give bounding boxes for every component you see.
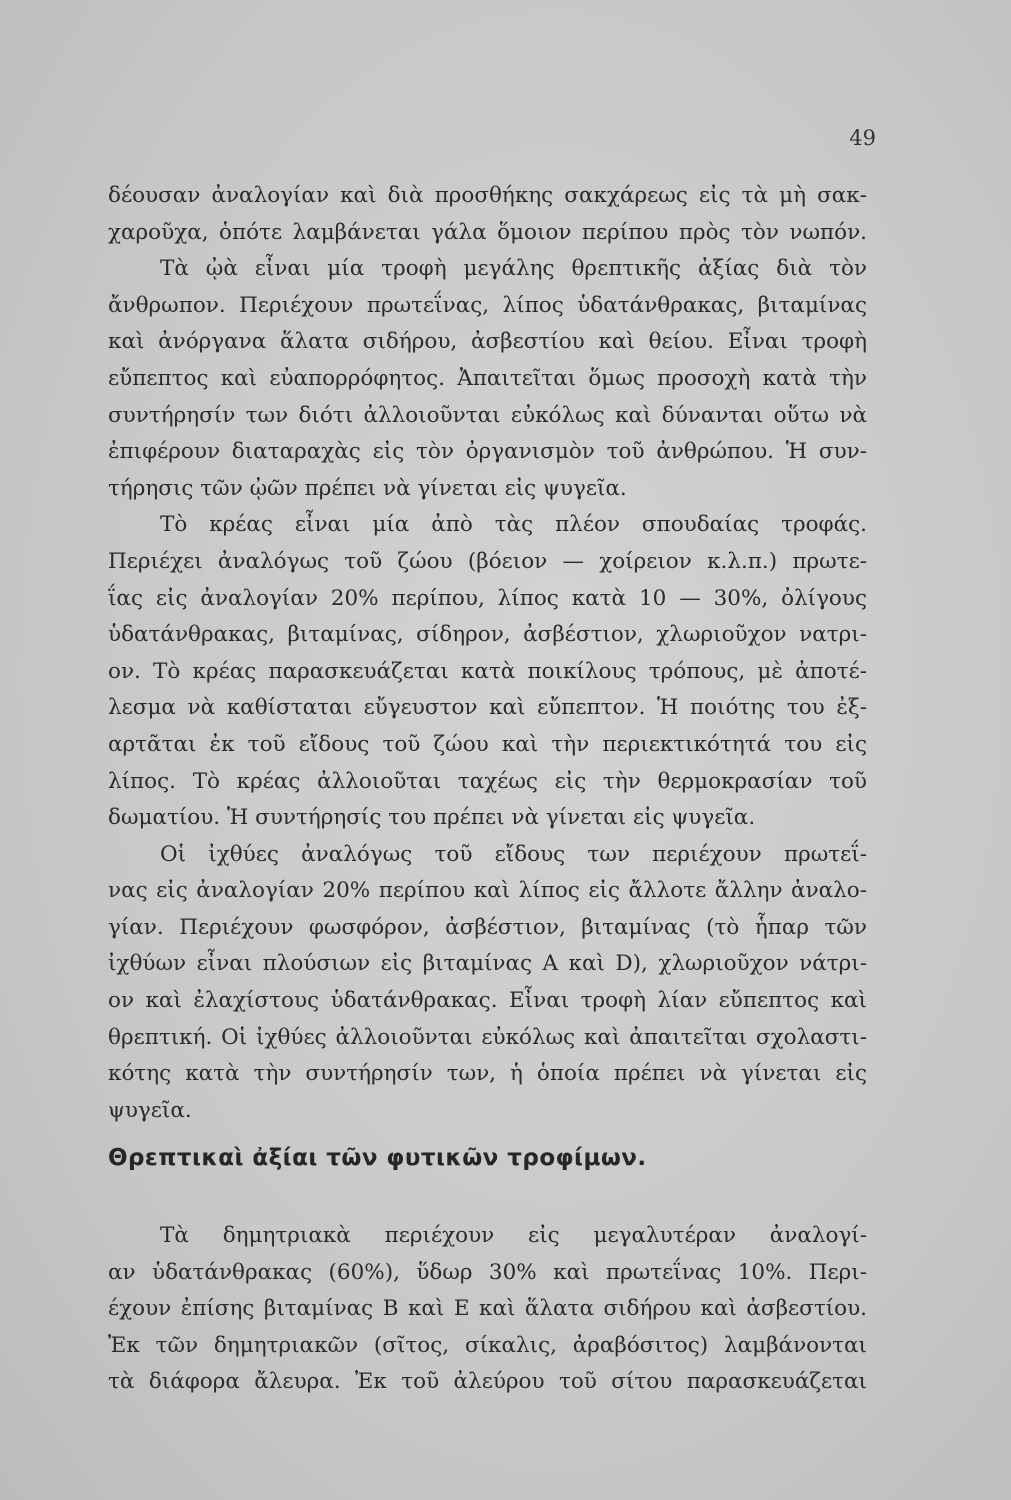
text-line: ἐπιφέρουν διαταραχὰς εἰς τὸν ὀργανισμὸν τοῦ ἀνθρώπου. Ἡ συν-: [108, 439, 867, 465]
text-line: κότης κατὰ τὴν συντήρησίν των, ἡ ὁποία πρέπει νὰ γίνεται εἰς: [108, 1061, 867, 1087]
text-line: χαροῦχα, ὁπότε λαμβάνεται γάλα ὅμοιον περίπου πρὸς τὸν νωπόν.: [108, 219, 867, 245]
text-line: Τὸ κρέας εἶναι μία ἀπὸ τὰς πλέον σπουδαίας τροφάς.: [160, 512, 867, 538]
text-line: τήρησις τῶν ᾠῶν πρέπει νὰ γίνεται εἰς ψυγεῖα.: [108, 475, 627, 501]
text-line: καὶ ἀνόργανα ἅλατα σιδήρου, ἀσβεστίου καὶ θείου. Εἶναι τροφὴ: [108, 329, 867, 355]
text-line: Περιέχει ἀναλόγως τοῦ ζώου (βόειον — χοίρειον κ.λ.π.) πρωτε-: [108, 548, 867, 574]
text-line: τὰ διάφορα ἄλευρα. Ἐκ τοῦ ἀλεύρου τοῦ σίτου παρασκευάζεται: [108, 1369, 867, 1395]
text-line: λίπος. Τὸ κρέας ἀλλοιοῦται ταχέως εἰς τὴν θερμοκρασίαν τοῦ: [108, 768, 867, 794]
text-line: ΐας εἰς ἀναλογίαν 20% περίπου, λίπος κατὰ 10 — 30%, ὀλίγους: [108, 585, 867, 611]
text-line: Τὰ δημητριακὰ περιέχουν εἰς μεγαλυτέραν ἀναλογί-: [160, 1223, 867, 1248]
text-line: εὔπεπτος καὶ εὐαπορρόφητος. Ἀπαιτεῖται ὅμως προσοχὴ κατὰ τὴν: [108, 365, 867, 391]
section-heading: Θρεπτικαὶ ἀξίαι τῶν φυτικῶν τροφίμων.: [108, 1145, 647, 1171]
text-line: Οἱ ἰχθύες ἀναλόγως τοῦ εἴδους των περιέχουν πρωτεΐ-: [160, 841, 867, 867]
text-line: νας εἰς ἀναλογίαν 20% περίπου καὶ λίπος εἰς ἄλλοτε ἄλλην ἀναλο-: [108, 878, 867, 904]
text-line: γίαν. Περιέχουν φωσφόρον, ἀσβέστιον, βιταμίνας (τὸ ἧπαρ τῶν: [108, 914, 867, 940]
text-line: Ἐκ τῶν δημητριακῶν (σῖτος, σίκαλις, ἀραβόσιτος) λαμβάνονται: [108, 1332, 867, 1358]
page-number: 49: [849, 126, 876, 150]
text-line: ὑδατάνθρακας, βιταμίνας, σίδηρον, ἀσβέστιον, χλωριοῦχον νατρι-: [108, 622, 867, 648]
text-line: δέουσαν ἀναλογίαν καὶ διὰ προσθήκης σακχάρεως εἰς τὰ μὴ σακ-: [108, 183, 867, 208]
body-text-bottom: [108, 1218, 867, 1401]
text-line: ον καὶ ἐλαχίστους ὑδατάνθρακας. Εἶναι τροφὴ λίαν εὔπεπτος καὶ: [108, 988, 867, 1014]
text-line: δωματίου. Ἡ συντήρησίς του πρέπει νὰ γίνεται εἰς ψυγεῖα.: [108, 805, 756, 831]
text-line: αρτᾶται ἐκ τοῦ εἴδους τοῦ ζώου καὶ τὴν περιεκτικότητά του εἰς: [108, 731, 867, 757]
text-line: έχουν ἐπίσης βιταμίνας B καὶ E καὶ ἅλατα σιδήρου καὶ ἀσβεστίου.: [108, 1296, 867, 1322]
text-line: συντήρησίν των διότι ἀλλοιοῦνται εὐκόλως καὶ δύνανται οὕτω νὰ: [108, 402, 867, 428]
text-line: αν ὑδατάνθρακας (60%), ὕδωρ 30% καὶ πρωτεΐνας 10%. Περι-: [108, 1259, 867, 1285]
text-line: θρεπτική. Οἱ ἰχθύες ἀλλοιοῦνται εὐκόλως καὶ ἀπαιτεῖται σχολαστι-: [108, 1024, 867, 1050]
body-text-top: [108, 178, 867, 1129]
text-line: ον. Τὸ κρέας παρασκευάζεται κατὰ ποικίλους τρόπους, μὲ ἀποτέ-: [108, 658, 867, 684]
text-line: ἄνθρωπον. Περιέχουν πρωτεΐνας, λίπος ὑδατάνθρακας, βιταμίνας: [108, 292, 867, 318]
text-line: ἰχθύων εἶναι πλούσιων εἰς βιταμίνας A καὶ D), χλωριοῦχον νάτρι-: [108, 951, 867, 977]
text-line: Τὰ ᾠὰ εἶναι μία τροφὴ μεγάλης θρεπτικῆς ἀξίας διὰ τὸν: [160, 256, 867, 282]
text-line: λεσμα νὰ καθίσταται εὔγευστον καὶ εὔπεπτον. Ἡ ποιότης του ἐξ-: [108, 695, 867, 721]
text-line: ψυγεῖα.: [108, 1097, 192, 1123]
